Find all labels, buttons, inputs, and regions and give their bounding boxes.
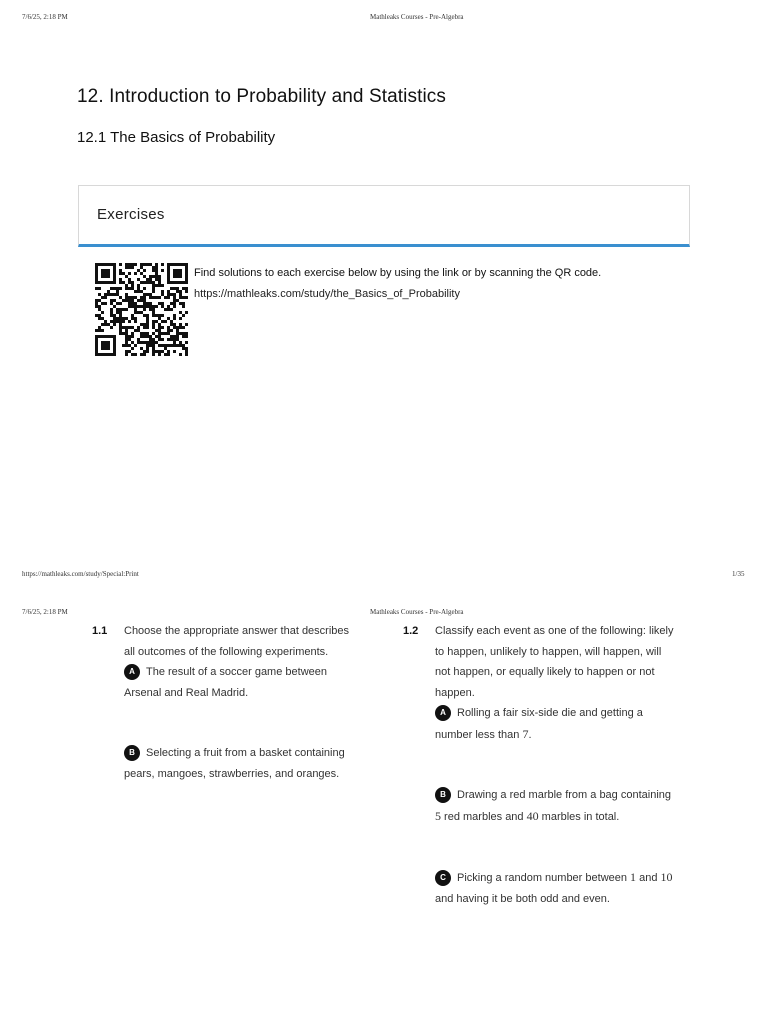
intro-line: all outcomes of the following experiments. — [124, 645, 329, 658]
exercise-1-2-part-c — [435, 867, 705, 909]
intro-line: not happen, or equally likely to happen or not — [435, 666, 655, 678]
part-c-badge: C — [435, 870, 451, 886]
math-number: 10 — [660, 870, 673, 884]
part-c-text: Picking a random number between — [457, 872, 631, 884]
math-number: 1 — [630, 870, 637, 884]
exercise-1-2-intro — [435, 621, 705, 703]
exercise-1-2 — [435, 621, 705, 909]
part-a-text: The result of a soccer game between — [146, 666, 327, 678]
math-number: 40 — [526, 808, 539, 823]
footer-url: https://mathleaks.com/study/Special:Print — [22, 570, 139, 578]
exercise-1-2-part-a — [435, 703, 705, 745]
part-b-badge: B — [435, 787, 451, 803]
page-break — [0, 590, 768, 600]
exercise-1-1-intro — [124, 621, 374, 662]
part-a-text: Arsenal and Real Madrid. — [124, 686, 249, 699]
exercise-1-1 — [124, 621, 374, 784]
part-c-text: and having it be both odd and even. — [435, 892, 610, 905]
part-b-text: Selecting a fruit from a basket containing — [146, 747, 345, 759]
part-a-text: Rolling a fair six-side die and getting a — [457, 707, 643, 719]
math-number: 7 — [522, 726, 529, 741]
part-a-text: number less than — [435, 728, 523, 741]
exercise-1-1-part-b — [124, 743, 374, 784]
print-title: Mathleaks Courses - Pre-Algebra — [370, 13, 464, 21]
exercise-number-1-2: 1.2 — [403, 625, 419, 637]
intro-line: Choose the appropriate answer that describes — [124, 625, 350, 637]
part-a-badge: A — [124, 664, 140, 680]
solutions-link[interactable]: https://mathleaks.com/study/the_Basics_of_Probability — [194, 288, 460, 300]
part-a-badge: A — [435, 705, 451, 721]
exercise-1-1-part-a — [124, 662, 374, 703]
print-date-page2: 7/6/25, 2:18 PM — [22, 608, 68, 616]
part-b-text: marbles in total. — [538, 810, 620, 823]
intro-line: happen. — [435, 686, 475, 699]
exercise-1-2-part-b — [435, 785, 705, 827]
part-a-text: . — [528, 728, 532, 741]
section-title: 12.1 The Basics of Probability — [77, 129, 276, 146]
print-title-page2: Mathleaks Courses - Pre-Algebra — [370, 608, 464, 616]
part-b-text: red marbles and — [441, 810, 527, 823]
exercises-header-box — [78, 185, 690, 247]
print-date: 7/6/25, 2:18 PM — [22, 13, 68, 21]
part-b-badge: B — [124, 745, 140, 761]
qr-code[interactable] — [95, 263, 188, 356]
part-b-text: pears, mangoes, strawberries, and oranges. — [124, 767, 340, 780]
math-number: 5 — [435, 808, 441, 823]
page-number: 1/35 — [732, 570, 745, 578]
intro-line: Classify each event as one of the following: likely — [435, 625, 674, 637]
exercises-heading: Exercises — [97, 206, 165, 223]
chapter-title: 12. Introduction to Probability and Statistics — [77, 86, 446, 107]
intro-line: to happen, unlikely to happen, will happen, will — [435, 645, 662, 658]
qr-instructions: Find solutions to each exercise below by using the link or by scanning the QR code. — [194, 267, 602, 279]
part-b-text: Drawing a red marble from a bag containing — [457, 789, 672, 801]
exercise-number-1-1: 1.1 — [92, 625, 108, 637]
part-c-text: and — [636, 872, 661, 884]
